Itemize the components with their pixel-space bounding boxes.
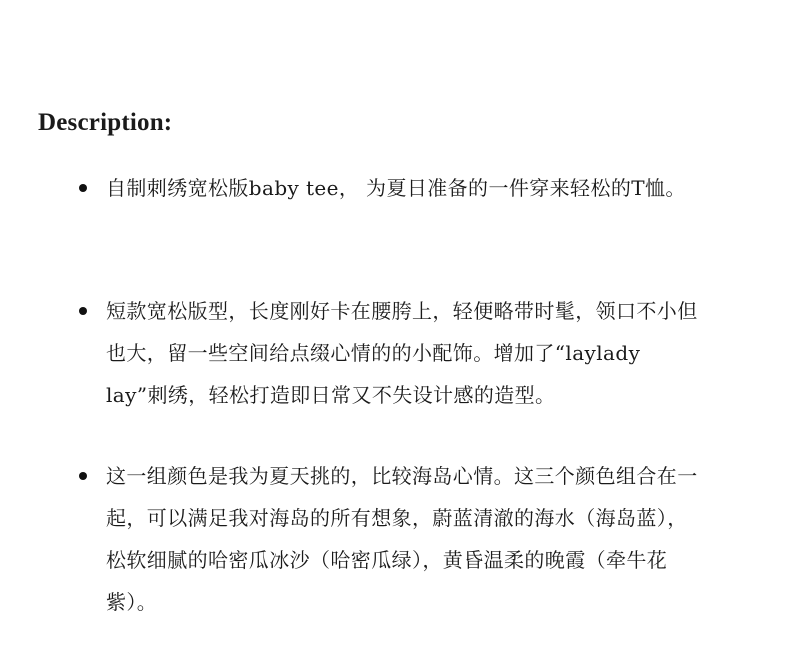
bullet-icon: [79, 472, 87, 480]
list-item-text: 短款宽松版型，长度刚好卡在腰胯上，轻便略带时髦，领口不小但也大，留一些空间给点缀心情的的小配饰。增加了“laylady lay”刺绣，轻松打造即日常又不失设计感的造型。: [106, 299, 698, 407]
list-item-text: 这一组颜色是我为夏天挑的，比较海岛心情。这三个颜色组合在一起，可以满足我对海岛的所有想象，蔚蓝清澈的海水（海岛蓝），松软细腻的哈密瓜冰沙（哈密瓜绿），黄昏温柔的晚霞（牵牛花紫）。: [106, 464, 698, 614]
list-item-text: 自制刺绣宽松版baby tee， 为夏日准备的一件穿来轻松的T恤。: [106, 176, 686, 200]
description-heading: Description:: [38, 109, 173, 136]
bullet-icon: [79, 307, 87, 315]
bullet-icon: [79, 184, 87, 192]
